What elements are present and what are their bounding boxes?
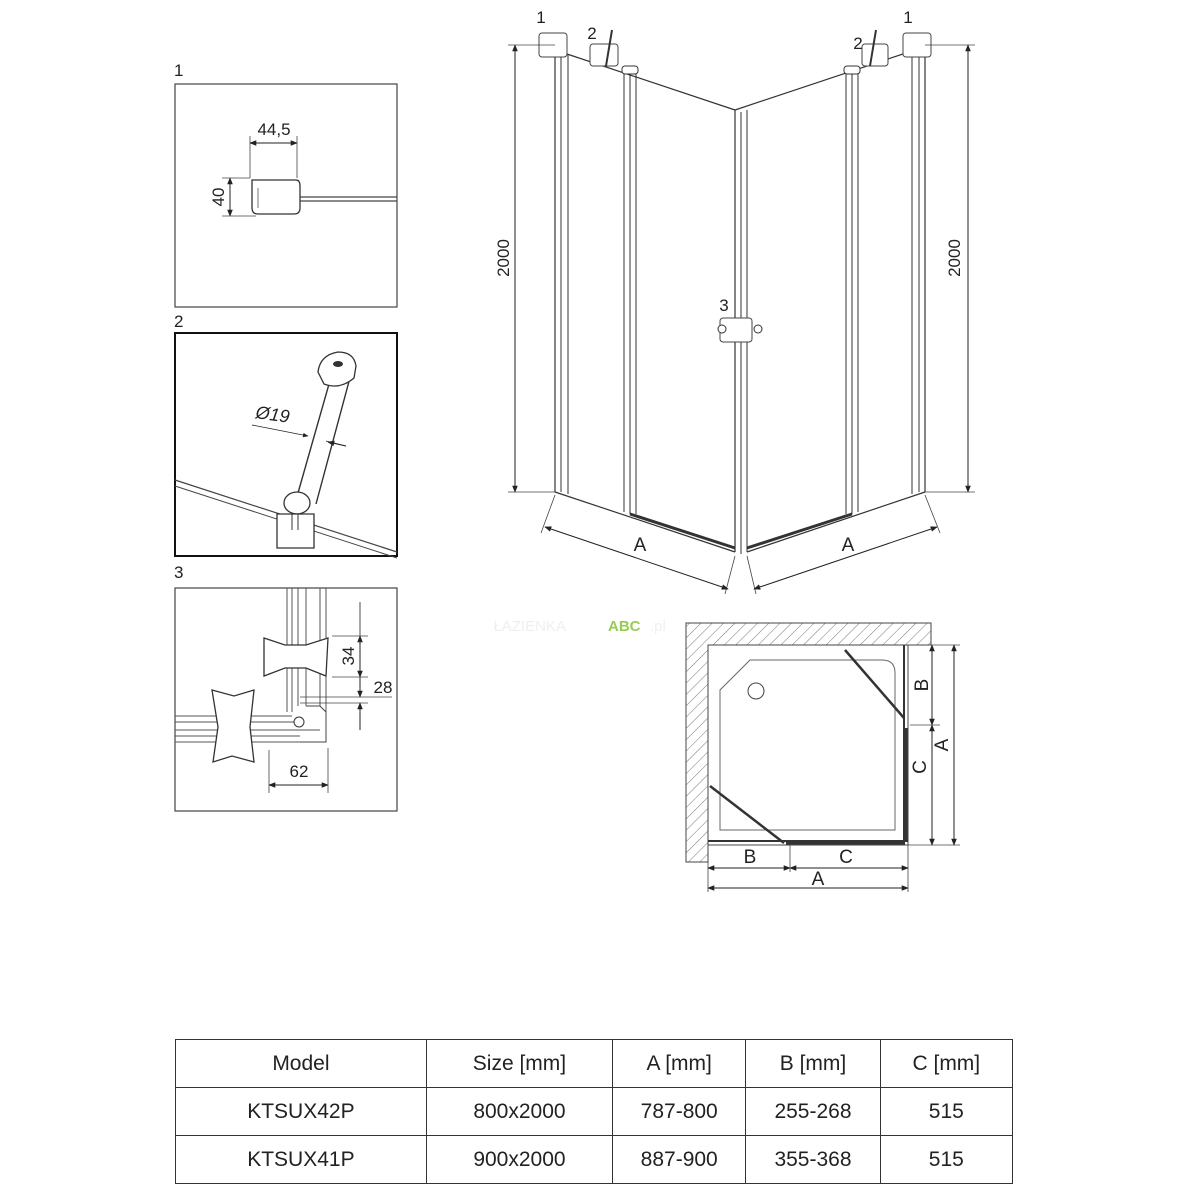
- plan-right-c: C: [910, 760, 931, 774]
- col-b: B [mm]: [746, 1040, 880, 1088]
- width-left: A: [633, 535, 647, 556]
- detail-2-label: 2: [174, 312, 184, 331]
- height-right: 2000: [945, 239, 964, 277]
- table-header-row: [176, 1040, 1013, 1088]
- callout-3: 3: [719, 296, 729, 315]
- col-model: Model: [176, 1040, 427, 1088]
- dim-40: 40: [209, 187, 228, 207]
- width-right: A: [841, 535, 855, 556]
- plan-view: [686, 623, 960, 892]
- watermark: [493, 618, 665, 635]
- plan-bottom-a: A: [811, 869, 825, 890]
- cell-model: KTSUX42P: [176, 1088, 427, 1136]
- dim-34: 34: [339, 646, 358, 666]
- wall-hatch: [686, 623, 931, 862]
- detail-3-label: 3: [174, 563, 184, 582]
- front-view: [494, 8, 975, 594]
- shower-tray: [708, 645, 908, 845]
- watermark-suffix: .pl: [650, 618, 666, 635]
- upper-knob-shape: [264, 638, 328, 676]
- dim-44-5: 44,5: [257, 120, 291, 139]
- cell-model: KTSUX41P: [176, 1136, 427, 1184]
- cell-a: 887-900: [613, 1136, 746, 1184]
- col-size: Size [mm]: [426, 1040, 612, 1088]
- plan-right-a: A: [932, 738, 953, 752]
- dim-o19: Ø19: [254, 402, 291, 427]
- detail-3-frame: [175, 588, 397, 811]
- wall-bracket-shape: [318, 352, 356, 386]
- cell-b: 255-268: [746, 1088, 880, 1136]
- detail-2: [174, 312, 397, 558]
- lower-knob-shape: [212, 690, 254, 762]
- watermark-prefix: ŁAZIENKA: [493, 618, 566, 635]
- cell-size: 800x2000: [426, 1088, 612, 1136]
- callout-2-left: 2: [587, 24, 597, 43]
- dim-28: 28: [373, 678, 393, 697]
- cell-b: 355-368: [746, 1136, 880, 1184]
- wall-profile-shape: [252, 180, 300, 214]
- plan-bottom-c: C: [839, 847, 853, 868]
- col-c: C [mm]: [880, 1040, 1012, 1088]
- plan-bottom-b: B: [743, 847, 757, 868]
- detail-1-label: 1: [174, 61, 184, 80]
- col-a: A [mm]: [613, 1040, 746, 1088]
- cell-c: 515: [880, 1136, 1012, 1184]
- callout-2-right: 2: [853, 34, 863, 53]
- height-left: 2000: [494, 239, 513, 277]
- callout-box-2-left: [590, 44, 618, 66]
- cell-a: 787-800: [613, 1088, 746, 1136]
- spec-table: [175, 1039, 1013, 1184]
- cell-size: 900x2000: [426, 1136, 612, 1184]
- drain: [748, 683, 764, 699]
- detail-1: [174, 61, 397, 307]
- cell-c: 515: [880, 1088, 1012, 1136]
- table-row: [176, 1136, 1013, 1184]
- callout-box-2-right: [862, 44, 888, 66]
- dim-62: 62: [289, 762, 309, 781]
- glass-clamp-shape: [277, 514, 314, 548]
- watermark-brand: ABC: [608, 618, 641, 635]
- table-row: [176, 1088, 1013, 1136]
- plan-right-b: B: [912, 678, 933, 692]
- callout-1-left: 1: [536, 8, 546, 27]
- detail-3: [174, 563, 397, 811]
- callout-1-right: 1: [903, 8, 913, 27]
